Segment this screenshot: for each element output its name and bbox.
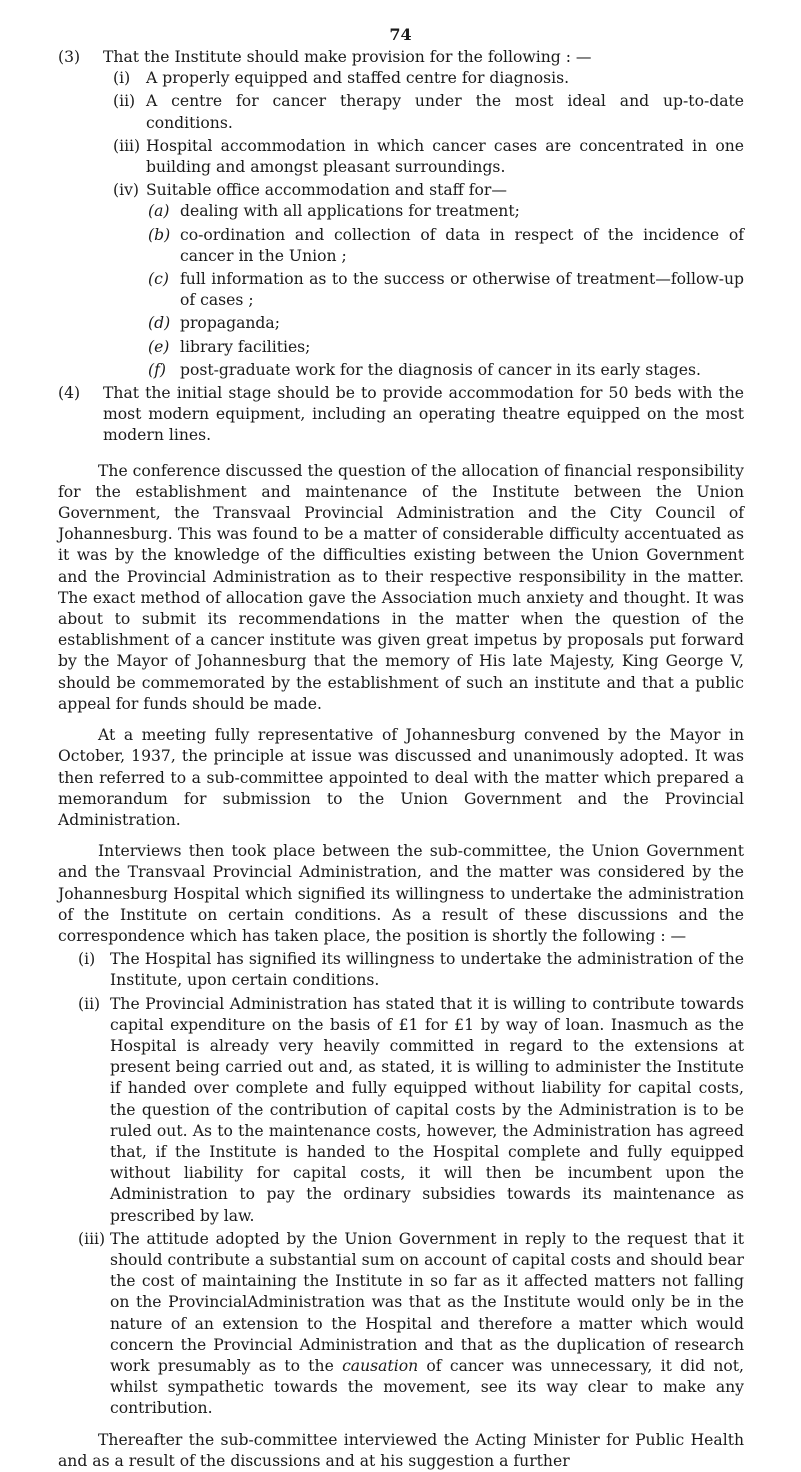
- item-number: (ii): [113, 92, 136, 111]
- position-item-i: [58, 949, 744, 991]
- recommendation-4: [58, 383, 744, 447]
- item-number: (f): [148, 360, 166, 379]
- item-number: (i): [113, 69, 131, 88]
- recommendation-3-ii: [58, 91, 744, 133]
- document-body: [58, 47, 744, 1472]
- item-text: dealing with all applications for treatment;: [180, 202, 520, 221]
- item-number: (ii): [78, 994, 101, 1013]
- item-text: A properly equipped and staffed centre for diagnosis.: [146, 69, 570, 88]
- item-number: (e): [148, 337, 170, 356]
- position-item-iii: [58, 1229, 744, 1420]
- position-item-ii: [58, 994, 744, 1227]
- item-number: (iv): [113, 181, 139, 200]
- item-text: The Hospital has signified its willingness to undertake the administration of the Institute, upon certain conditions.: [110, 950, 744, 990]
- paragraph-interviews: Interviews then took place between the sub-committee, the Union Government and the Transvaal Provincial Administration, and the matter was considered by the Johannesburg Hospital which signified its willingness to undertake the administration of the Institute on certain conditions. As a result of these discussions and the correspondence which has taken place, the position is shortly the following : —: [58, 842, 744, 945]
- item-text: Suitable office accommodation and staff for—: [146, 181, 507, 200]
- italic-word: causation: [342, 1356, 419, 1375]
- item-text: Hospital accommodation in which cancer cases are concentrated in one building and amongst pleasant surroundings.: [146, 136, 744, 177]
- paragraph-conference: The conference discussed the question of the allocation of financial responsibility for the establishment and maintenance of the Institute between the Union Government, the Transvaal Provincial Administration and the City Council of Johannesburg. This was found to be a matter of considerable difficulty accentuated as it was by the knowledge of the difficulties existing between the Union Government and the Provincial Administration as to their respective responsibility in the matter. The exact method of allocation gave the Association much anxiety and thought. It was about to submit its recommendations in the matter when the question of the establishment of a cancer institute was given great impetus by proposals put forward by the Mayor of Johannesburg that the memory of His late Majesty, King George V, should be commemorated by the establishment of such an institute and that a public appeal for funds should be made.: [58, 461, 744, 713]
- item-number: (4): [58, 384, 81, 403]
- paragraph-thereafter: Thereafter the sub-committee interviewed the Acting Minister for Public Health and as a result of the discussions and at his suggestion a further: [58, 1430, 744, 1470]
- item-text: A centre for cancer therapy under the most ideal and up-to-date conditions.: [146, 92, 744, 132]
- recommendation-3-iv-e: [58, 337, 744, 358]
- recommendation-3-iv-a: [58, 201, 744, 222]
- item-text: propaganda;: [180, 314, 280, 333]
- item-text-part: The attitude adopted by the Union Government in reply to the request that it should contribute a substantial sum on account of capital costs and should bear the cost of maintaining the Institute in so far as it affected matters not falling on the ProvincialAdministration was that as the Institute would only be in the nature of an extension to the Hospital and therefore a matter which would concern the Provincial Administration and that as the duplication of research work presumably as to the: [110, 1229, 744, 1375]
- item-text-part: of cancer was unnecessary, it did not, whilst sympathetic towards the movement, see its way clear to make any contribution.: [110, 1356, 744, 1418]
- recommendation-3-iv-d: [58, 313, 744, 334]
- recommendation-3-i: [58, 68, 744, 89]
- item-text: full information as to the success or otherwise of treatment—follow-up of cases ;: [180, 270, 744, 310]
- item-number: (i): [78, 950, 96, 969]
- item-number: (iii): [113, 136, 141, 155]
- item-text: The Provincial Administration has stated that it is willing to contribute towards capital expenditure on the basis of £1 for £1 by way of loan. Inasmuch as the Hospital is already very heavily committed in regard to the extensions at present being carried out and, as stated, it is willing to administer the Institute if handed over complete and fully equipped without liability for capital costs, the question of the contribution of capital costs by the Administration is to be ruled out. As to the maintenance costs, however, the Administration has agreed that, if the Institute is handed to the Hospital complete and fully equipped without liability for capital costs, it will then be incumbent upon the Administration to pay the ordinary subsidies towards its maintenance as prescribed by law.: [110, 994, 744, 1225]
- recommendation-3-iv-f: [58, 360, 744, 381]
- recommendation-3-iv: [58, 180, 744, 201]
- item-text: That the initial stage should be to provide accommodation for 50 beds with the most modern equipment, including an operating theatre equipped on the most modern lines.: [103, 384, 744, 445]
- paragraph-meeting: At a meeting fully representative of Johannesburg convened by the Mayor in October, 1937, the principle at issue was discussed and unanimously adopted. It was then referred to a sub-committee appointed to deal with the matter which prepared a memorandum for submission to the Union Government and the Provincial Administration.: [58, 726, 744, 829]
- recommendation-3-iv-b: [58, 225, 744, 267]
- item-text: library facilities;: [180, 337, 311, 356]
- item-number: (a): [148, 202, 170, 221]
- item-text: co-ordination and collection of data in respect of the incidence of cancer in the Union ;: [180, 225, 744, 265]
- recommendation-3: [58, 47, 744, 68]
- item-text: [110, 1229, 744, 1420]
- item-number: (3): [58, 48, 81, 66]
- page-number: 74: [389, 25, 412, 44]
- item-number: (c): [148, 270, 169, 289]
- item-text: That the Institute should make provision for the following : —: [103, 48, 592, 66]
- recommendation-3-iii: [58, 136, 744, 178]
- item-number: (d): [148, 314, 171, 333]
- item-text: post-graduate work for the diagnosis of cancer in its early stages.: [180, 360, 701, 379]
- item-number: (b): [148, 225, 171, 244]
- recommendation-3-iv-c: [58, 269, 744, 311]
- item-number: (iii): [78, 1229, 106, 1248]
